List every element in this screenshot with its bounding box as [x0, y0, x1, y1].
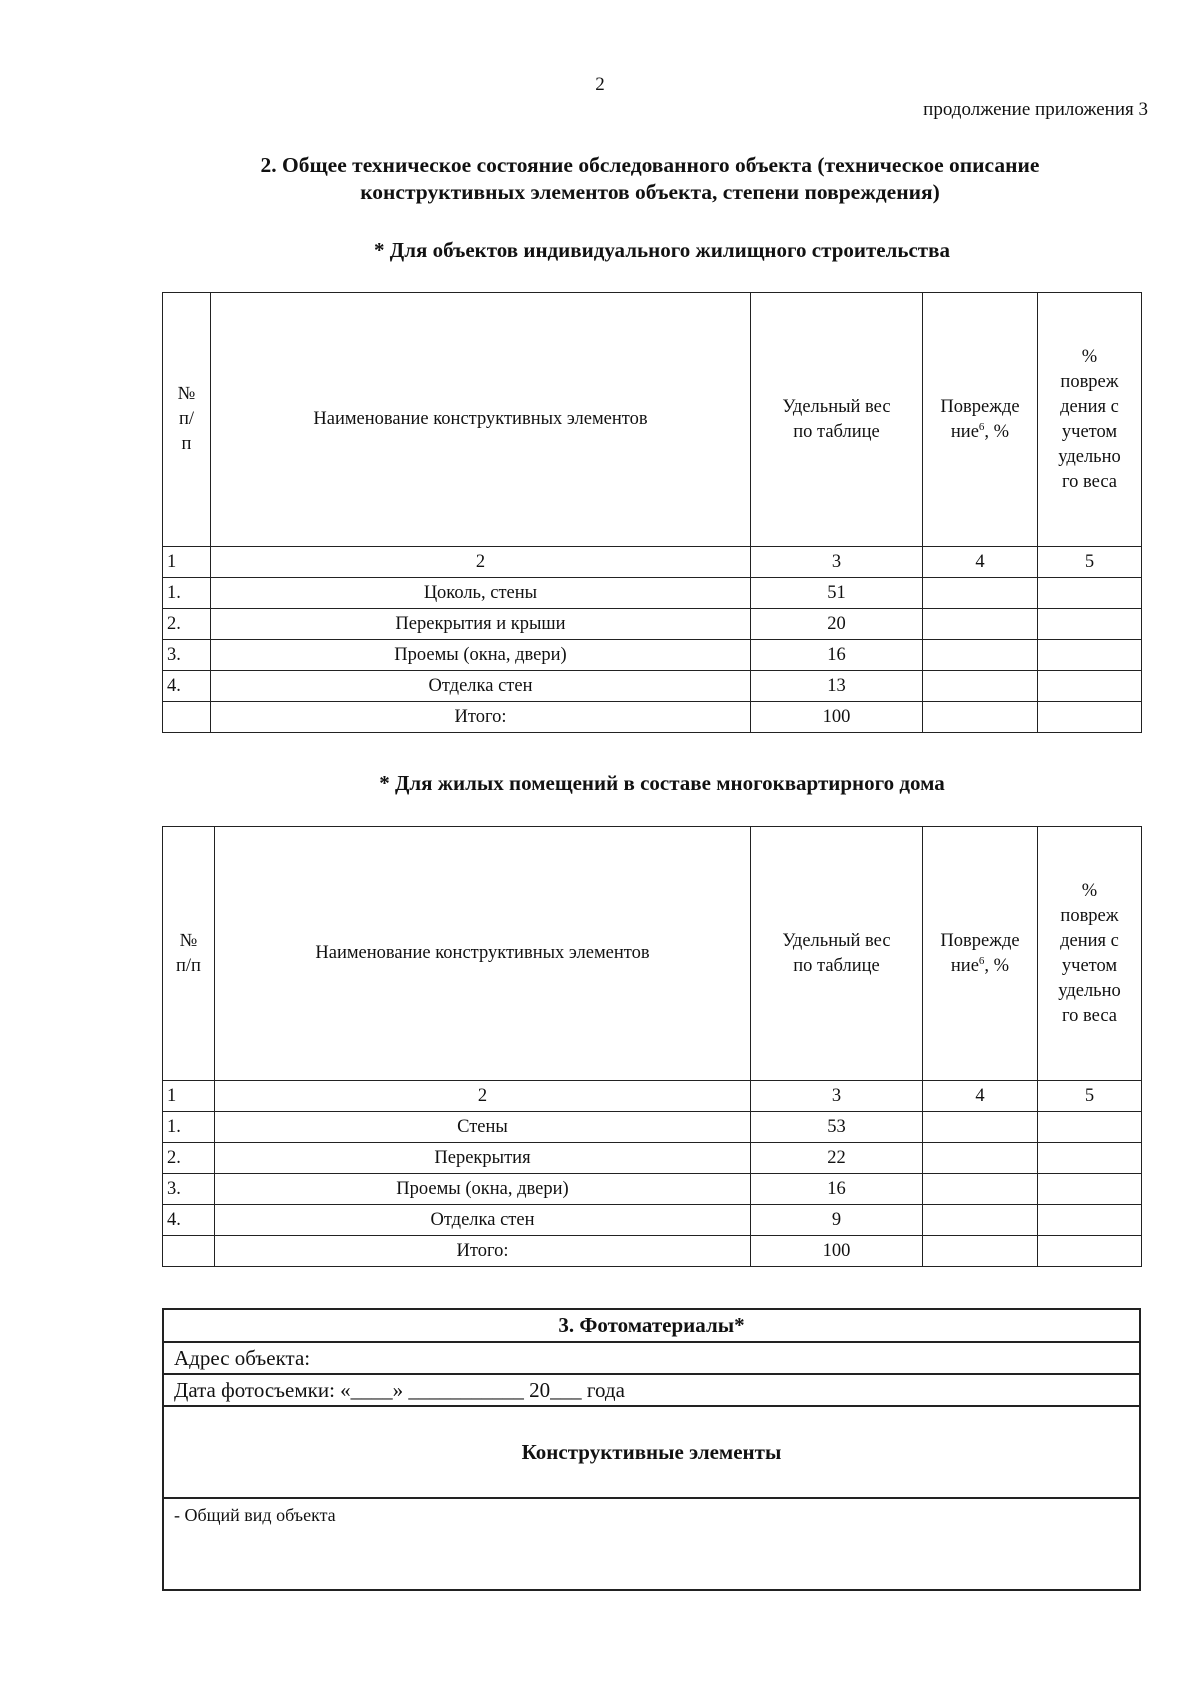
total-label: Итого:	[211, 702, 751, 733]
total-label: Итого:	[215, 1236, 751, 1267]
row-damage-cell[interactable]	[923, 1143, 1038, 1174]
table-row	[163, 1143, 1142, 1174]
header-weighted-damage: % повреж дения с учетом удельно го веса	[1038, 293, 1142, 547]
photo-section-title: 3. Фотоматериалы*	[163, 1309, 1140, 1342]
total-weight: 100	[751, 1236, 923, 1267]
column-number: 4	[923, 547, 1038, 578]
header-weight: Удельный вес по таблице	[751, 827, 923, 1081]
column-number: 4	[923, 1081, 1038, 1112]
general-view-field[interactable]: - Общий вид объекта	[163, 1498, 1140, 1590]
column-number: 1	[163, 1081, 215, 1112]
photo-date-field[interactable]: Дата фотосъемки: «____» ___________ 20___ года	[163, 1374, 1140, 1406]
row-element-name: Проемы (окна, двери)	[215, 1174, 751, 1205]
row-weighted-cell[interactable]	[1038, 609, 1142, 640]
column-number: 3	[751, 547, 923, 578]
table-row	[163, 1174, 1142, 1205]
row-damage-cell[interactable]	[923, 1174, 1038, 1205]
subheading-apartment-building: * Для жилых помещений в составе многоквартирного дома	[379, 771, 945, 795]
table-row	[163, 1112, 1142, 1143]
column-number: 1	[163, 547, 211, 578]
header-damage: Поврежде ние$^6$, %	[923, 293, 1038, 547]
header-element-name: Наименование конструктивных элементов	[215, 827, 751, 1081]
subheading-individual-housing: * Для объектов индивидуального жилищного строительства	[374, 238, 950, 262]
header-number: № п/п	[163, 827, 215, 1081]
row-weighted-cell[interactable]	[1038, 1112, 1142, 1143]
total-damage-cell[interactable]	[923, 702, 1038, 733]
appendix-continuation-note: продолжение приложения 3	[923, 99, 1148, 120]
table-total-row	[163, 1236, 1142, 1267]
column-number-row	[163, 547, 1142, 578]
row-weight: 16	[751, 640, 923, 671]
table-header-row	[163, 827, 1142, 1081]
table-total-row	[163, 702, 1142, 733]
row-element-name: Перекрытия и крыши	[211, 609, 751, 640]
column-number: 2	[215, 1081, 751, 1112]
row-weight: 51	[751, 578, 923, 609]
column-number: 5	[1038, 1081, 1142, 1112]
row-number: 4.	[163, 671, 211, 702]
table-row	[163, 1205, 1142, 1236]
table-apartment-building	[162, 826, 1142, 1267]
column-number: 5	[1038, 547, 1142, 578]
header-weight: Удельный вес по таблице	[751, 293, 923, 547]
row-weight: 9	[751, 1205, 923, 1236]
row-weighted-cell[interactable]	[1038, 578, 1142, 609]
row-weight: 13	[751, 671, 923, 702]
column-number-row	[163, 1081, 1142, 1112]
table-individual-housing	[162, 292, 1142, 733]
table-row	[163, 671, 1142, 702]
table-header-row	[163, 293, 1142, 547]
header-damage: Поврежде ние$^6$, %	[923, 827, 1038, 1081]
object-address-field[interactable]: Адрес объекта:	[163, 1342, 1140, 1374]
total-weighted-cell[interactable]	[1038, 702, 1142, 733]
row-damage-cell[interactable]	[923, 671, 1038, 702]
row-element-name: Перекрытия	[215, 1143, 751, 1174]
row-weight: 53	[751, 1112, 923, 1143]
page-number: 2	[595, 74, 605, 95]
row-element-name: Цоколь, стены	[211, 578, 751, 609]
row-weight: 22	[751, 1143, 923, 1174]
row-weighted-cell[interactable]	[1038, 1174, 1142, 1205]
total-number-cell	[163, 1236, 215, 1267]
row-number: 4.	[163, 1205, 215, 1236]
total-number-cell	[163, 702, 211, 733]
table-row	[163, 609, 1142, 640]
structural-elements-heading: Конструктивные элементы	[163, 1406, 1140, 1498]
photo-materials-table	[162, 1308, 1141, 1591]
total-weighted-cell[interactable]	[1038, 1236, 1142, 1267]
table-row	[163, 640, 1142, 671]
header-element-name: Наименование конструктивных элементов	[211, 293, 751, 547]
row-damage-cell[interactable]	[923, 1205, 1038, 1236]
row-number: 3.	[163, 640, 211, 671]
row-number: 3.	[163, 1174, 215, 1205]
total-damage-cell[interactable]	[923, 1236, 1038, 1267]
row-element-name: Отделка стен	[215, 1205, 751, 1236]
row-damage-cell[interactable]	[923, 640, 1038, 671]
total-weight: 100	[751, 702, 923, 733]
row-weighted-cell[interactable]	[1038, 1205, 1142, 1236]
row-weighted-cell[interactable]	[1038, 671, 1142, 702]
row-weight: 20	[751, 609, 923, 640]
row-number: 2.	[163, 1143, 215, 1174]
row-element-name: Отделка стен	[211, 671, 751, 702]
column-number: 2	[211, 547, 751, 578]
column-number: 3	[751, 1081, 923, 1112]
row-element-name: Стены	[215, 1112, 751, 1143]
row-element-name: Проемы (окна, двери)	[211, 640, 751, 671]
header-number: № п/ п	[163, 293, 211, 547]
row-number: 2.	[163, 609, 211, 640]
row-damage-cell[interactable]	[923, 1112, 1038, 1143]
row-damage-cell[interactable]	[923, 609, 1038, 640]
row-weighted-cell[interactable]	[1038, 640, 1142, 671]
row-number: 1.	[163, 578, 211, 609]
header-weighted-damage: % повреж дения с учетом удельно го веса	[1038, 827, 1142, 1081]
row-weighted-cell[interactable]	[1038, 1143, 1142, 1174]
table-row	[163, 578, 1142, 609]
row-weight: 16	[751, 1174, 923, 1205]
row-number: 1.	[163, 1112, 215, 1143]
row-damage-cell[interactable]	[923, 578, 1038, 609]
section-title: 2. Общее техническое состояние обследованного объекта (техническое описание конструктивных элементов объекта, степени повреждения)	[260, 153, 1040, 204]
